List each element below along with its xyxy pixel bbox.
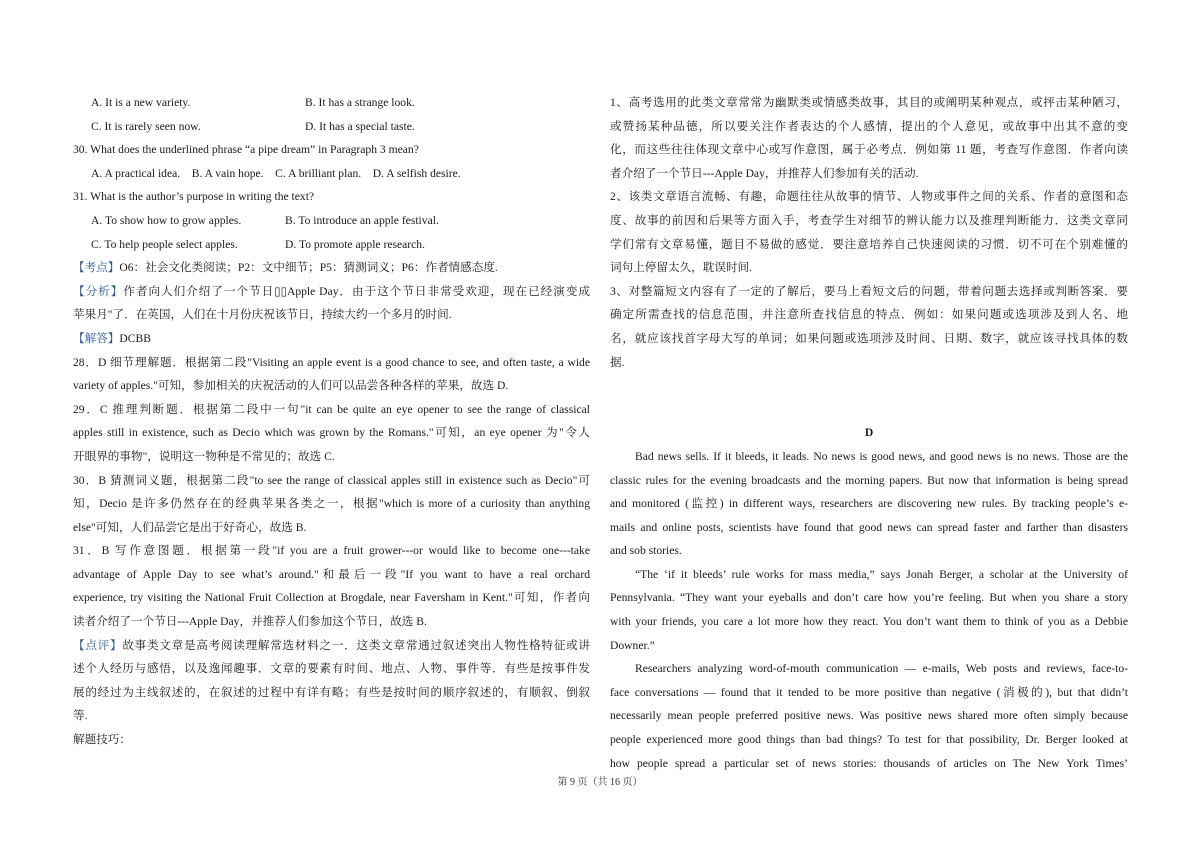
option-c: C. It is rarely seen now. bbox=[91, 119, 201, 133]
passage-line: “The ‘if it bleeds’ rule works for mass media,” says Jonah Berger, a scholar at the University of bbox=[635, 567, 1128, 581]
kaodian-text: O6：社会文化类阅读；P2：文中细节；P5：猜测词义；P6：作者情感态度. bbox=[119, 261, 498, 275]
passage-line: Researchers analyzing word-of-mouth communication — e-mails, Web posts and reviews, face-to- bbox=[635, 662, 1128, 676]
a28-line-2: variety of apples."可知，参加相关的庆祝活动的人们可以品尝各种各样的苹果，故选 D. bbox=[73, 379, 509, 393]
a31-line-2: advantage of Apple Day to see what’s around."和最后一段"If you want to have a real orchard bbox=[73, 567, 590, 581]
jieda-tag: 【解答】 bbox=[73, 331, 120, 345]
option-d: D. To promote apple research. bbox=[285, 237, 425, 251]
q31-question: 31. What is the author’s purpose in writing the text? bbox=[73, 190, 315, 204]
a29-line-1: 29．C 推理判断题．根据第二段中一句"it can be quite an eye opener to see the range of classical bbox=[73, 402, 590, 416]
option-d: D. It has a special taste. bbox=[305, 119, 415, 133]
q31-options-row-1 bbox=[73, 209, 590, 233]
option-a: A. It is a new variety. bbox=[91, 96, 191, 109]
dianping-line-1 bbox=[73, 634, 590, 658]
left-column bbox=[73, 91, 590, 752]
a30-line-2: 知，Decio 是许多仍然存在的经典苹果各类之一，根据"which is more of a curiosity than anything bbox=[73, 497, 590, 511]
option-b: B. To introduce an apple festival. bbox=[285, 213, 439, 227]
tip-line: 化，而这些往往体现文章中心或写作意图，属于必考点．例如第 11 题，考查写作意图．作者向读 bbox=[610, 143, 1128, 157]
a29-line-3: 开眼界的事物"，说明这一物种是不常见的；故选 C. bbox=[73, 449, 335, 463]
option-a: A. To show how to grow apples. bbox=[91, 213, 242, 227]
passage-line: face conversations — found that it tended to be more positive than negative (消极的), but that didn’t bbox=[610, 685, 1128, 699]
kaodian-line bbox=[73, 256, 590, 280]
dianping-line-4: 等. bbox=[73, 709, 88, 723]
passage-line: Downer.” bbox=[610, 638, 655, 652]
option-b: B. It has a strange look. bbox=[305, 96, 415, 109]
q31-options-row-2 bbox=[73, 233, 590, 257]
jieda-line bbox=[73, 327, 590, 351]
q29-options-row-1 bbox=[73, 91, 590, 115]
fenxi-line-1 bbox=[73, 280, 590, 304]
q29-options-row-2 bbox=[73, 115, 590, 139]
a31-line-1: 31．B 写作意图题．根据第一段"if you are a fruit grower---or would like to become one---take bbox=[73, 544, 590, 558]
passage-line: people experienced more good things than bad things? To test for that possibility, Dr. Berger looked at bbox=[610, 733, 1128, 747]
passage-line: Bad news sells. If it bleeds, it leads. No news is good news, and good news is no news. Those are the bbox=[635, 449, 1128, 463]
jieda-text: DCBB bbox=[119, 331, 151, 345]
dianping-line-2: 述个人经历与感悟，以及逸闻趣事．文章的要素有时间、地点、人物、事件等．有些是按事件发 bbox=[73, 662, 590, 676]
passage-line: with your friends, you care a lot more how they react. You don’t want them to think of you as a Debbie bbox=[610, 615, 1128, 629]
passage-line: necessarily mean people preferred positive news. Was positive news shared more often simply because bbox=[610, 709, 1128, 723]
passage-line: how people spread a particular set of news stories: thousands of articles on The New York Times’ bbox=[610, 756, 1128, 770]
fenxi-line-2: 苹果月"了．在英国，人们在十月份庆祝该节日，持续大约一个多月的时间. bbox=[73, 308, 452, 322]
a31-line-3: experience, try visiting the National Fruit Collection at Brogdale, near Faversham in Kent."可知，作者向 bbox=[73, 591, 590, 605]
section-title: D bbox=[864, 426, 874, 440]
page-footer: 第 9 页（共 16 页） bbox=[557, 777, 643, 788]
kaodian-tag: 【考点】 bbox=[73, 261, 120, 275]
tip-line: 度、故事的前因和后果等方面入手，考查学生对细节的辨认能力以及推理判断能力．这类文章同 bbox=[610, 213, 1128, 227]
a31-line-4: 读者介绍了一个节日---Apple Day，并推荐人们参加这个节日，故选 B. bbox=[73, 615, 427, 629]
spacer bbox=[610, 374, 1128, 398]
a30-line-3: else"可知，人们品尝它是出于好奇心，故选 B. bbox=[73, 520, 307, 534]
fenxi-tag: 【分析】 bbox=[73, 284, 124, 298]
tip-line: 1、高考选用的此类文章常常为幽默类或情感类故事，其目的或阐明某种观点，或抨击某种陋习， bbox=[610, 96, 1128, 109]
tip-line: 确定所需查找的信息范围，并注意所查找信息的特点．例如：如果问题或选项涉及到人名、地 bbox=[610, 308, 1128, 322]
option-c: C. To help people select apples. bbox=[91, 237, 238, 251]
right-column bbox=[610, 91, 1128, 775]
passage-line: and sob stories. bbox=[610, 544, 682, 558]
tip-line: 词句上停留太久，耽误时间. bbox=[610, 261, 753, 275]
dianping-line-3: 展的经过为主线叙述的，在叙述的过程中有详有略；有些是按时间的顺序叙述的，有顺叙、倒叙 bbox=[73, 685, 590, 699]
dianping-tag: 【点评】 bbox=[73, 638, 123, 652]
tip-line: 学们常有文章易懂，题目不易做的感觉．要注意培养自己快速阅读的习惯．切不可在个别难懂的 bbox=[610, 237, 1128, 251]
a28-line-1: 28．D 细节理解题．根据第二段"Visiting an apple event is a good chance to see, and often taste, a wide bbox=[73, 355, 590, 369]
passage-line: and monitored (监控) in different ways, researchers are discovering new rules. By tracking people’s e- bbox=[610, 497, 1128, 511]
tip-line: 或赞扬某种品德，所以要关注作者表达的个人感情，提出的个人意见，或故事中出其不意的变 bbox=[610, 119, 1128, 133]
q30-question: 30. What does the underlined phrase “a pipe dream” in Paragraph 3 mean? bbox=[73, 143, 419, 157]
fenxi-text: 作者向人们介绍了一个节日▯▯Apple Day．由于这个节日非常受欢迎，现在已经演变成 bbox=[123, 284, 590, 298]
spacer bbox=[610, 398, 1128, 422]
dianping-text: 故事类文章是高考阅读理解常选材料之一．这类文章常通过叙述突出人物性格特征或讲 bbox=[122, 638, 590, 652]
jieti-heading: 解题技巧： bbox=[73, 733, 131, 747]
a30-line-1: 30．B 猜测词义题，根据第二段"to see the range of classical apples still in existence such as Decio"可 bbox=[73, 473, 590, 487]
tip-line: 2、该类文章语言流畅、有趣，命题往往从故事的情节、人物或事件之间的关系、作者的意图和态 bbox=[610, 190, 1128, 204]
passage-line: classic rules for the evening broadcasts and the morning papers. But now that information is being spread bbox=[610, 473, 1128, 487]
tip-line: 3、对整篇短文内容有了一定的了解后，要马上看短文后的问题，带着问题去选择或判断答案．要 bbox=[610, 284, 1128, 298]
q30-options: A. A practical idea. B. A vain hope. C. A brilliant plan. D. A selfish desire. bbox=[91, 166, 461, 180]
a29-line-2: apples still in existence, such as Decio which was grown by the Romans."可知，an eye opener 为"令人 bbox=[73, 426, 590, 440]
tip-line: 者介绍了一个节日---Apple Day，并推荐人们参加有关的活动. bbox=[610, 166, 919, 180]
passage-line: mails and online posts, scientists have found that good news can spread faster and farther than disasters bbox=[610, 520, 1128, 534]
tip-line: 据. bbox=[610, 355, 625, 369]
passage-line: Pennsylvania. “They want your eyeballs and don’t care how you’re feeling. But when you share a story bbox=[610, 591, 1128, 605]
tip-line: 名，就应该找首字母大写的单词；如果问题或选项涉及时间、日期、数字，就应该寻找具体的数 bbox=[610, 331, 1128, 345]
